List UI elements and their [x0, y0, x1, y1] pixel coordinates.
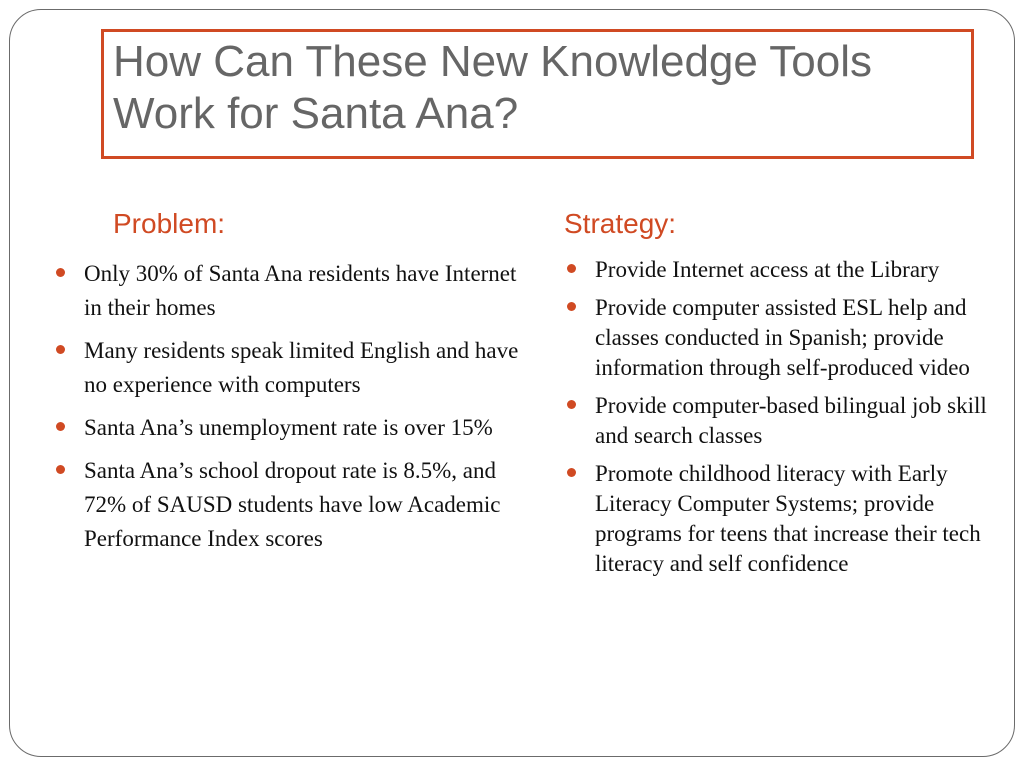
- bullet-dot-icon: [56, 345, 65, 354]
- slide-title: How Can These New Knowledge Tools Work for Santa Ana?: [113, 37, 873, 138]
- strategy-item-text: Provide computer assisted ESL help and classes conducted in Spanish; provide information through self-produced video: [595, 295, 970, 380]
- bullet-dot-icon: [567, 264, 576, 273]
- bullet-dot-icon: [567, 400, 576, 409]
- list-item: [566, 293, 996, 383]
- problem-list: [55, 257, 525, 565]
- bullet-dot-icon: [567, 468, 576, 477]
- list-item: [566, 391, 996, 451]
- list-item: [55, 411, 525, 445]
- bullet-dot-icon: [56, 268, 65, 277]
- list-item: [55, 454, 525, 556]
- problem-item-text: Santa Ana’s school dropout rate is 8.5%, and 72% of SAUSD students have low Academic Performance Index scores: [84, 458, 501, 551]
- problem-heading: Problem:: [113, 208, 226, 239]
- problem-item-text: Santa Ana’s unemployment rate is over 15%: [84, 415, 493, 440]
- list-item: [55, 334, 525, 402]
- bullet-dot-icon: [56, 465, 65, 474]
- strategy-item-text: Promote childhood literacy with Early Literacy Computer Systems; provide programs for teens that increase their tech literacy and self confidence: [595, 461, 981, 576]
- bullet-dot-icon: [56, 422, 65, 431]
- strategy-item-text: Provide computer-based bilingual job skill and search classes: [595, 393, 987, 448]
- problem-item-text: Many residents speak limited English and have no experience with computers: [84, 338, 519, 397]
- bullet-dot-icon: [567, 302, 576, 311]
- list-item: [566, 459, 996, 579]
- strategy-list: [566, 255, 996, 587]
- strategy-item-text: Provide Internet access at the Library: [595, 257, 940, 282]
- list-item: [55, 257, 525, 325]
- list-item: [566, 255, 996, 285]
- problem-item-text: Only 30% of Santa Ana residents have Internet in their homes: [84, 261, 517, 320]
- strategy-heading: Strategy:: [564, 208, 677, 239]
